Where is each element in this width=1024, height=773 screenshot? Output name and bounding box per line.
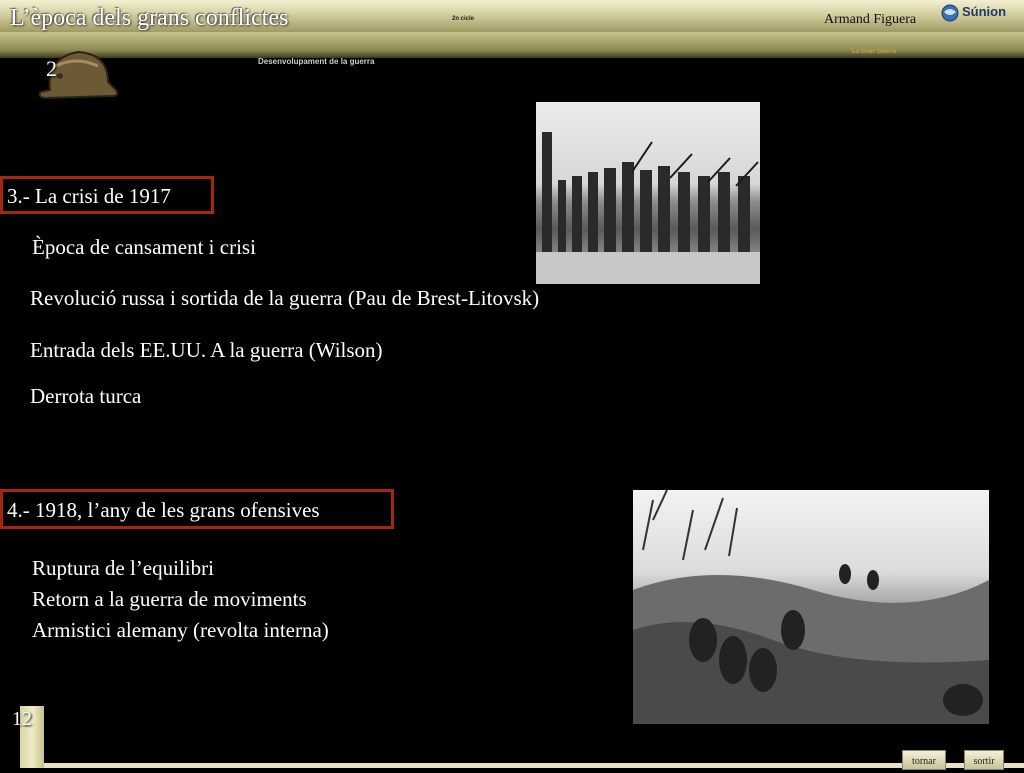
marching-soldiers-photo xyxy=(536,102,760,284)
logo-text: Súnion xyxy=(962,4,1007,19)
list-item: Derrota turca xyxy=(30,384,142,408)
chapter-number: 2 xyxy=(46,56,57,81)
bottom-bar xyxy=(44,763,1024,768)
trench-soldiers-photo xyxy=(633,490,989,724)
list-item: Revolució russa i sortida de la guerra (Pau de Brest-Litovsk) xyxy=(30,286,540,310)
section-heading-1917: 3.- La crisi de 1917 xyxy=(0,176,214,214)
section-heading-1918: 4.- 1918, l’any de les grans ofensives xyxy=(0,489,394,529)
slide-subtitle: Desenvolupament de la guerra xyxy=(258,57,375,66)
sunion-logo-icon xyxy=(940,2,1020,24)
course-label: 2n cicle xyxy=(452,16,475,22)
list-item: Armistici alemany (revolta interna) xyxy=(32,618,329,642)
list-item: Època de cansament i crisi xyxy=(32,235,256,259)
exit-button[interactable]: sortir xyxy=(964,750,1004,770)
section-name: La Gran Guerra xyxy=(852,49,897,55)
page-number: 12 xyxy=(12,708,32,730)
back-button[interactable]: tornar xyxy=(902,750,946,770)
presentation-title: L’època dels grans conflictes xyxy=(10,5,289,31)
list-item: Entrada dels EE.UU. A la guerra (Wilson) xyxy=(30,338,383,362)
list-item: Retorn a la guerra de moviments xyxy=(32,587,307,611)
author-name: Armand Figuera xyxy=(824,12,917,27)
list-item: Ruptura de l’equilibri xyxy=(32,556,214,580)
